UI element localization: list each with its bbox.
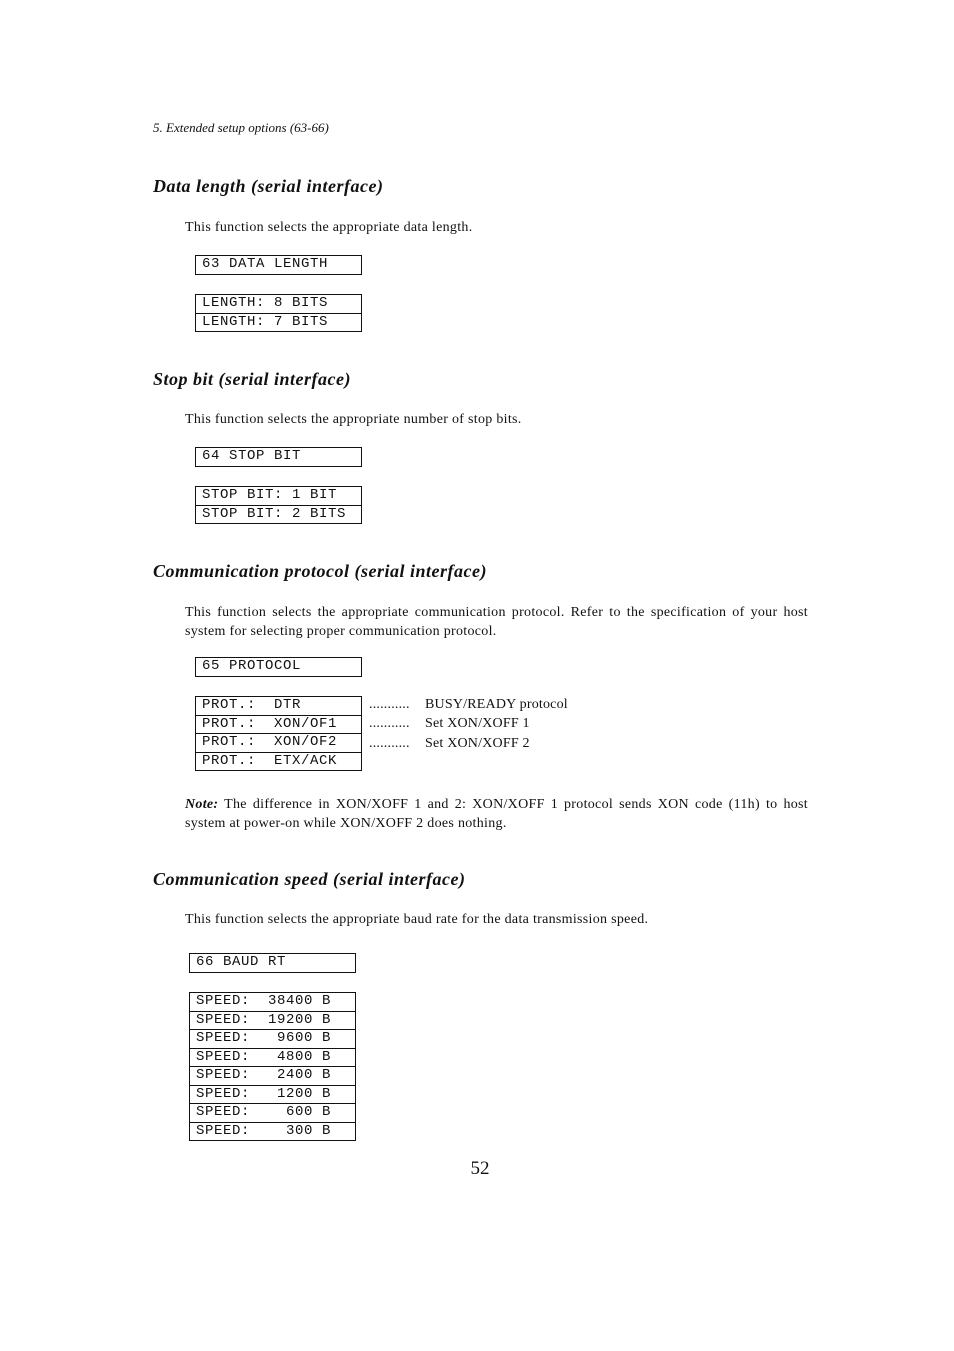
menu-title-box-64 [195, 447, 362, 467]
annotation-leader: ........... [369, 697, 410, 712]
option-speed-19200: SPEED: 19200 B [190, 1012, 355, 1031]
menu-title-box-66 [189, 953, 356, 973]
running-head: 5. Extended setup options (63-66) [153, 120, 329, 135]
option-prot-xon-of1: PROT.: XON/OF1 [196, 716, 361, 735]
options-box-64 [195, 486, 362, 524]
options-box-66 [189, 992, 356, 1141]
page-number: 52 [470, 1158, 490, 1179]
protocol-annotations [369, 695, 568, 753]
protocol-description: This function selects the appropriate communication protocol. Refer to the specification of your host system for selecting proper communication protocol. [185, 605, 808, 639]
option-prot-etx-ack: PROT.: ETX/ACK [202, 752, 338, 769]
section-heading-baud-rate: Communication speed (serial interface) [153, 869, 466, 889]
option-stop-bit-2: STOP BIT: 2 BITS [202, 505, 347, 522]
section-heading-data-length: Data length (serial interface) [153, 176, 384, 196]
option-length-7-bits: LENGTH: 7 BITS [202, 313, 329, 330]
option-speed-4800: SPEED: 4800 B [190, 1049, 355, 1068]
option-speed-300: SPEED: 300 B [196, 1122, 332, 1139]
option-speed-9600: SPEED: 9600 B [190, 1030, 355, 1049]
annotation-leader: ........... [369, 735, 410, 751]
menu-title-box-63 [195, 255, 362, 275]
option-length-8-bits: LENGTH: 8 BITS [196, 295, 361, 314]
options-box-63 [195, 294, 362, 332]
menu-title-66: 66 BAUD RT [196, 954, 287, 970]
annotation-text: Set XON/XOFF 2 [425, 735, 530, 751]
note-label: Note: [185, 797, 219, 812]
section-heading-stop-bit: Stop bit (serial interface) [153, 369, 351, 389]
annotation-xon-of2 [369, 734, 568, 753]
option-prot-xon-of2: PROT.: XON/OF2 [196, 734, 361, 753]
menu-title-65: 65 PROTOCOL [202, 658, 302, 674]
option-speed-1200: SPEED: 1200 B [190, 1086, 355, 1105]
annotation-leader: ........... [369, 716, 410, 732]
option-speed-38400: SPEED: 38400 B [190, 993, 355, 1012]
section-heading-protocol: Communication protocol (serial interface) [153, 561, 487, 581]
option-speed-2400: SPEED: 2400 B [190, 1067, 355, 1086]
data-length-description: This function selects the appropriate data length. [185, 220, 473, 235]
menu-title-64: 64 STOP BIT [202, 448, 302, 464]
option-speed-600: SPEED: 600 B [190, 1104, 355, 1123]
options-box-65 [195, 696, 362, 771]
annotation-dtr [369, 695, 568, 714]
menu-title-63: 63 DATA LENGTH [202, 256, 329, 272]
annotation-text: Set XON/XOFF 1 [425, 716, 530, 732]
note-text: The difference in XON/XOFF 1 and 2: XON/XOFF 1 protocol sends XON code (11h) to host system at power-on while XON/XOFF 2 does nothing. [185, 797, 808, 831]
protocol-note [185, 795, 808, 833]
option-prot-dtr: PROT.: DTR [196, 697, 361, 716]
option-stop-bit-1: STOP BIT: 1 BIT [196, 487, 361, 506]
menu-title-box-65 [195, 657, 362, 677]
stop-bit-description: This function selects the appropriate number of stop bits. [185, 412, 522, 427]
annotation-text: BUSY/READY protocol [425, 697, 568, 712]
annotation-xon-of1 [369, 714, 568, 733]
baud-rate-description: This function selects the appropriate baud rate for the data transmission speed. [185, 912, 649, 927]
